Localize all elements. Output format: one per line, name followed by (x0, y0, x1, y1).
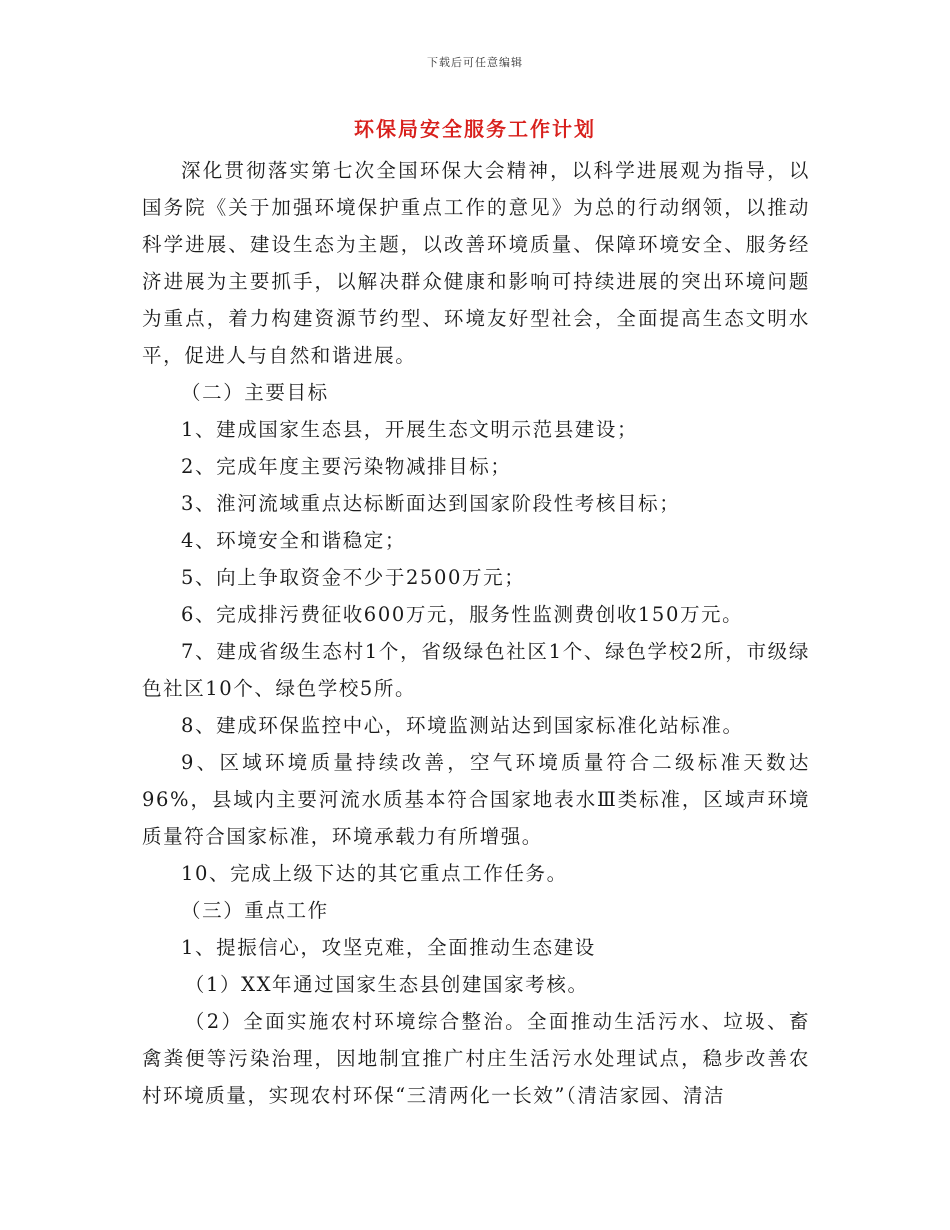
goal-item-4: 4、环境安全和谐稳定； (181, 529, 407, 552)
page-header-note: 下载后可任意编辑 (427, 56, 523, 69)
goal-item-3: 3、淮河流域重点达标断面达到国家阶段性考核目标； (181, 492, 681, 515)
work-item-1: 1、提振信心，攻坚克难，全面推动生态建设 (181, 936, 596, 959)
goal-item-5: 5、向上争取资金不少于2500万元； (181, 566, 526, 589)
goal-item-2: 2、完成年度主要污染物减排目标； (181, 455, 512, 478)
work-subitem-2: （2）全面实施农村环境综合整治。全面推动生活污水、垃圾、畜禽粪便等污染治理，因地制宜推广村庄生活污水处理试点，稳步改善农村环境质量，实现农村环保“三清两化一长效”（清洁家园、清洁 (142, 1010, 810, 1107)
section-heading-main-goals: （二）主要目标 (181, 381, 329, 404)
document-body (142, 152, 810, 1114)
work-subitem-1: （1）XX年通过国家生态县创建国家考核。 (184, 973, 589, 996)
goal-item-1: 1、建成国家生态县，开展生态文明示范县建设； (181, 418, 639, 441)
goal-item-10: 10、完成上级下达的其它重点工作任务。 (181, 862, 568, 885)
goal-item-7: 7、建成省级生态村1个，省级绿色社区1个、绿色学校2所，市级绿色社区10个、绿色学校5所。 (142, 640, 810, 700)
goal-item-9: 9、区域环境质量持续改善，空气环境质量符合二级标准天数达96%，县域内主要河流水质基本符合国家地表水Ⅲ类标准，区域声环境质量符合国家标准，环境承载力有所增强。 (142, 751, 810, 848)
section-heading-key-work: （三）重点工作 (181, 899, 329, 922)
paragraph-intro: 深化贯彻落实第七次全国环保大会精神，以科学进展观为指导，以国务院《关于加强环境保护重点工作的意见》为总的行动纲领，以推动科学进展、建设生态为主题，以改善环境质量、保障环境安全、服务经济进展为主要抓手，以解决群众健康和影响可持续进展的突出环境问题为重点，着力构建资源节约型、环境友好型社会，全面提高生态文明水平，促进人与自然和谐进展。 (142, 159, 810, 367)
goal-item-6: 6、完成排污费征收600万元，服务性监测费创收150万元。 (181, 603, 744, 626)
document-title: 环保局安全服务工作计划 (354, 117, 596, 141)
goal-item-8: 8、建成环保监控中心，环境监测站达到国家标准化站标准。 (181, 714, 744, 737)
